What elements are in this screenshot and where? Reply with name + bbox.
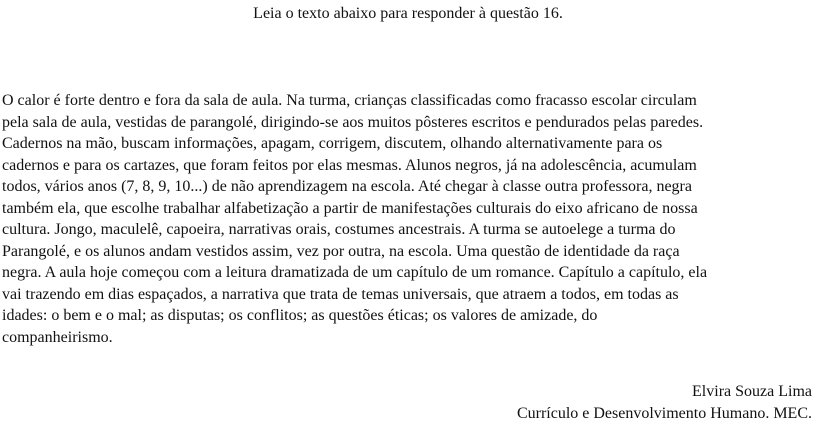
passage-line: O calor é forte dentro e fora da sala de aula. Na turma, crianças classificadas como fracasso escolar circulam (2, 92, 697, 109)
source-author: Elvira Souza Lima (692, 383, 812, 400)
passage-line: vai trazendo em dias espaçados, a narrativa que trata de temas universais, que atraem a todos, em todas as (2, 285, 679, 303)
question-instruction: Leia o texto abaixo para responder à questão 16. (253, 5, 563, 22)
source-work: Currículo e Desenvolvimento Humano. MEC. (516, 404, 812, 422)
passage-line: cadernos e para os cartazes, que foram feitos por elas mesmas. Alunos negros, já na adolescência, acumulam (2, 156, 697, 174)
passage-line: idades: o bem e o mal; as disputas; os conflitos; as questões éticas; os valores de amizade, do (2, 307, 598, 324)
passage-line: pela sala de aula, vestidas de parangolé, dirigindo-se aos muitos pôsteres escritos e pendurados pelas paredes. (2, 113, 704, 131)
passage-text (2, 90, 814, 348)
source-citation (517, 381, 812, 424)
passage-line: cultura. Jongo, maculelê, capoeira, narrativas orais, costumes ancestrais. A turma se autoelege a turma do (2, 221, 676, 238)
passage-line: também ela, que escolhe trabalhar alfabetização a partir de manifestações culturais do eixo africano de nossa (2, 199, 698, 217)
passage-line: Parangolé, e os alunos andam vestidos assim, vez por outra, na escola. Uma questão de identidade da raça (2, 242, 680, 260)
passage-line: todos, vários anos (7, 8, 9, 10...) de não aprendizagem na escola. Até chegar à classe outra professora, negra (2, 178, 692, 195)
passage-line: companheirismo. (2, 328, 113, 346)
passage-line: negra. A aula hoje começou com a leitura dramatizada de um capítulo de um romance. Capítulo a capítulo, ela (2, 264, 708, 281)
passage-line: Cadernos na mão, buscam informações, apagam, corrigem, discutem, olhando alternativamente para os (2, 135, 663, 152)
